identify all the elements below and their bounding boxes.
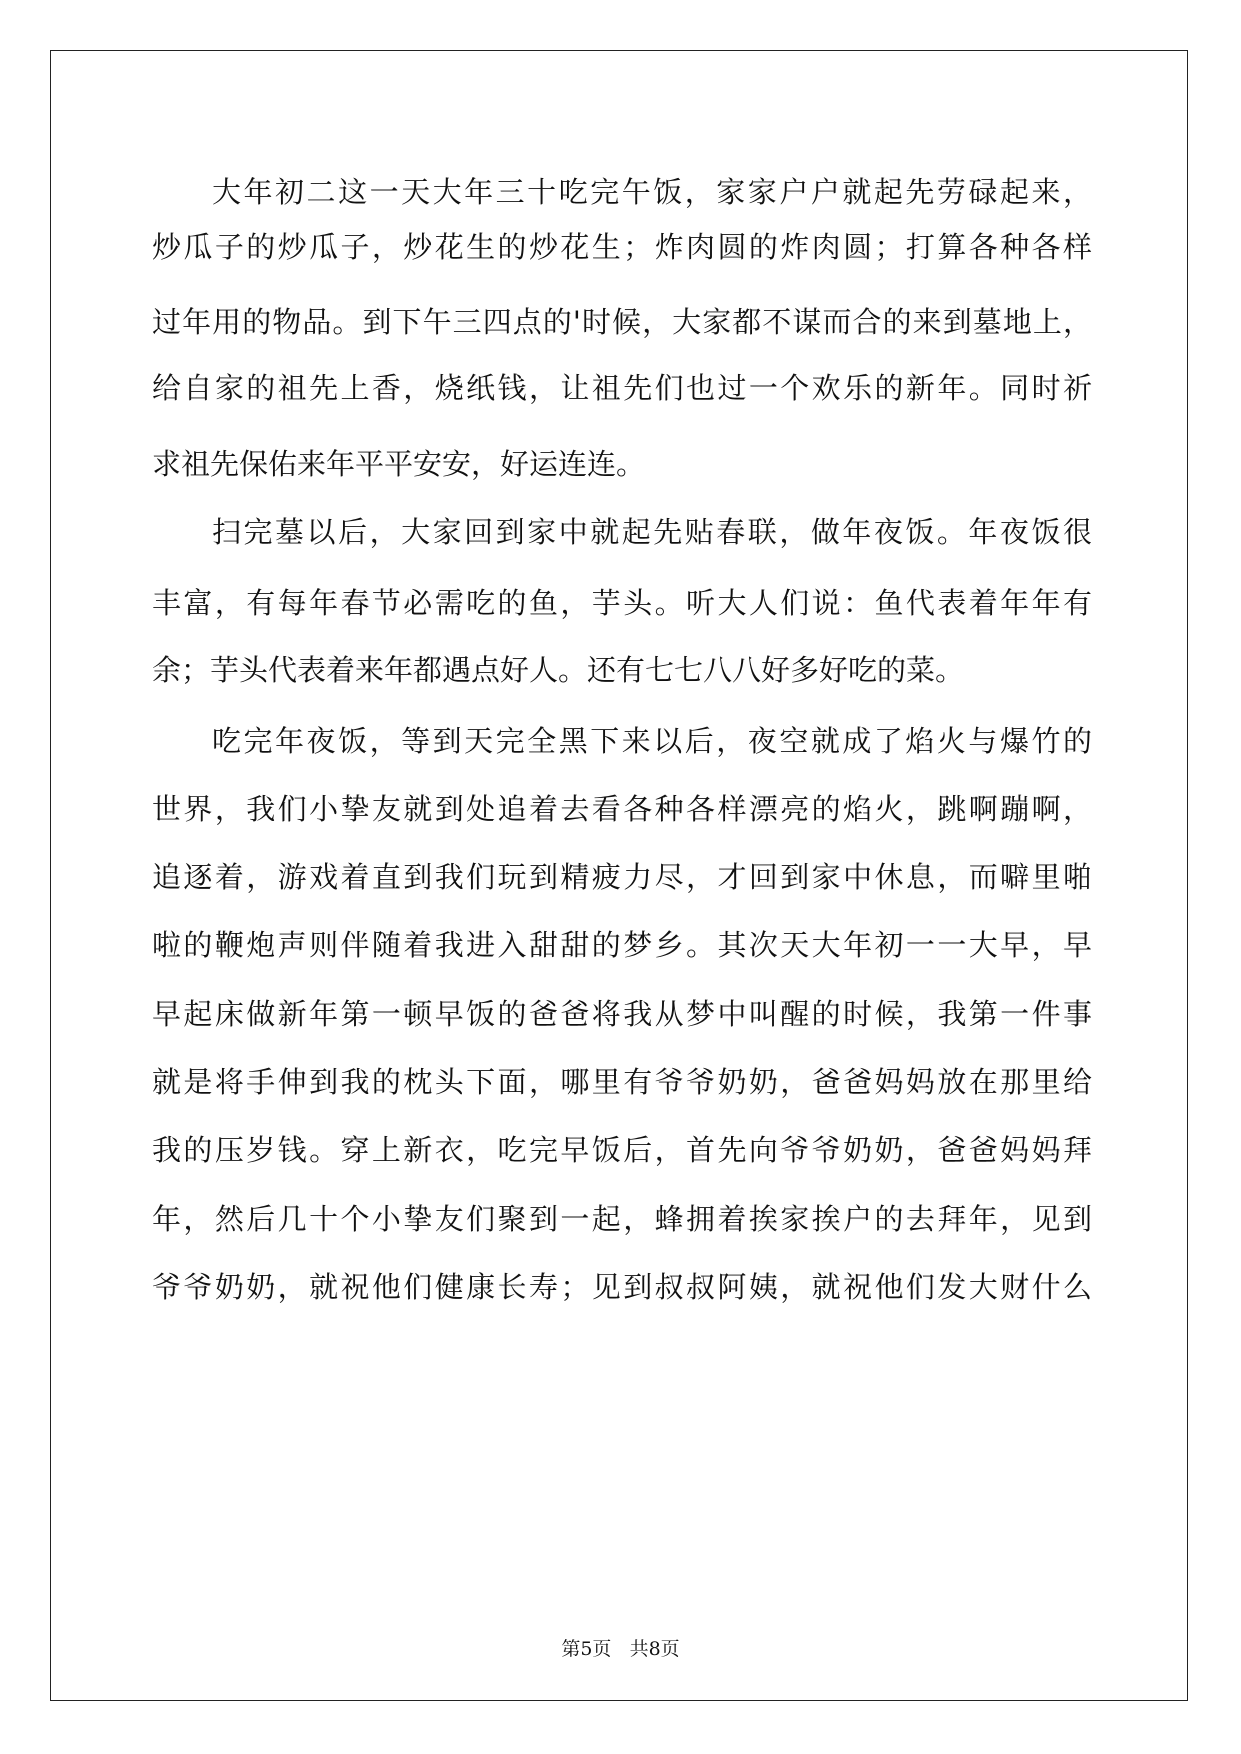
- paragraph-3-line-7: 我的压岁钱。穿上新衣，吃完早饭后，首先向爷爷奶奶，爸爸妈妈拜: [152, 1133, 1092, 1167]
- page-number: 第5页: [561, 1638, 612, 1660]
- paragraph-1-line-1: 大年初二这一天大年三十吃完午饭，家家户户就起先劳碌起来，: [212, 175, 1092, 209]
- paragraph-3-line-4: 啦的鞭炮声则伴随着我进入甜甜的梦乡。其次天大年初一一大早，早: [152, 928, 1092, 962]
- paragraph-1-line-2: 炒瓜子的炒瓜子，炒花生的炒花生；炸肉圆的炸肉圆；打算各种各样: [152, 230, 1092, 264]
- paragraph-1-line-3: 过年用的物品。到下午三四点的'时候，大家都不谋而合的来到墓地上，: [152, 305, 1092, 339]
- paragraph-1-line-4: 给自家的祖先上香，烧纸钱，让祖先们也过一个欢乐的新年。同时祈: [152, 371, 1092, 405]
- paragraph-3-line-8: 年，然后几十个小挚友们聚到一起，蜂拥着挨家挨户的去拜年，见到: [152, 1202, 1092, 1236]
- paragraph-3-line-3: 追逐着，游戏着直到我们玩到精疲力尽，才回到家中休息，而噼里啪: [152, 860, 1092, 894]
- paragraph-2-line-1: 扫完墓以后，大家回到家中就起先贴春联，做年夜饭。年夜饭很: [212, 515, 1092, 549]
- paragraph-2-line-3: 余；芋头代表着来年都遇点好人。还有七七八八好多好吃的菜。: [152, 653, 965, 687]
- paragraph-2-line-2: 丰富，有每年春节必需吃的鱼，芋头。听大人们说：鱼代表着年年有: [152, 586, 1092, 620]
- page-footer: [0, 1634, 1241, 1661]
- page-total: 共8页: [629, 1638, 680, 1660]
- paragraph-3-line-2: 世界，我们小挚友就到处追着去看各种各样漂亮的焰火，跳啊蹦啊，: [152, 792, 1092, 826]
- paragraph-3-line-6: 就是将手伸到我的枕头下面，哪里有爷爷奶奶，爸爸妈妈放在那里给: [152, 1065, 1092, 1099]
- paragraph-3-line-9: 爷爷奶奶，就祝他们健康长寿；见到叔叔阿姨，就祝他们发大财什么: [152, 1270, 1092, 1304]
- paragraph-1-line-5: 求祖先保佑来年平平安安，好运连连。: [152, 447, 646, 481]
- paragraph-3-line-5: 早起床做新年第一顿早饭的爸爸将我从梦中叫醒的时候，我第一件事: [152, 997, 1092, 1031]
- paragraph-3-line-1: 吃完年夜饭，等到天完全黑下来以后，夜空就成了焰火与爆竹的: [212, 724, 1092, 758]
